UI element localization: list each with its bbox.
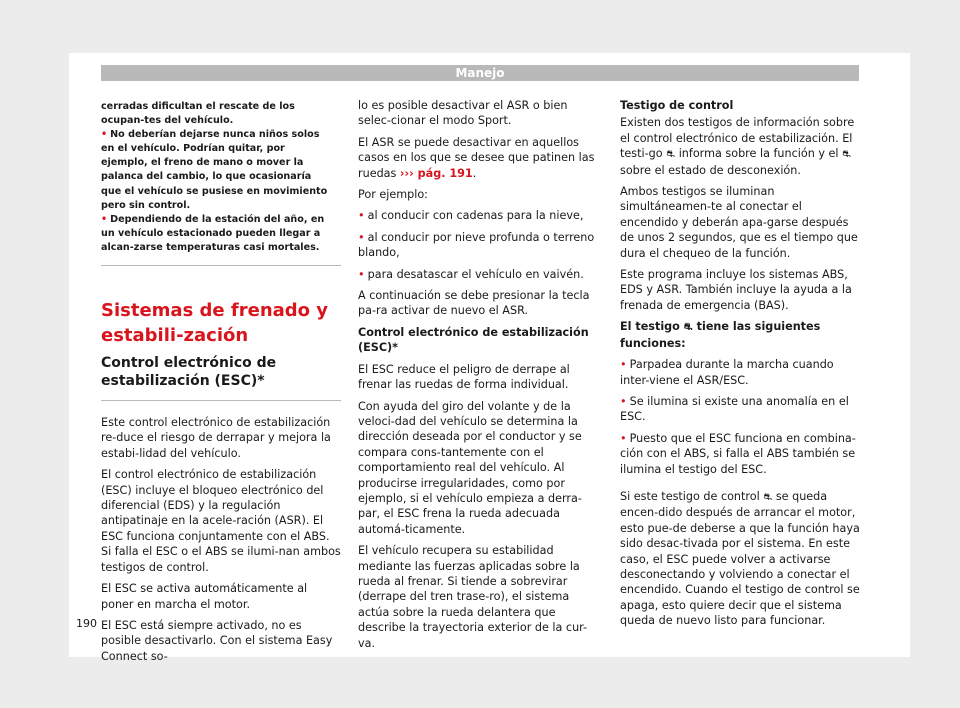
esc-warning-light-icon: ⛐ [763,491,773,503]
bullet-icon: • [620,394,627,408]
column-left [101,98,341,670]
column-right [620,98,860,635]
bullet-icon: • [101,213,108,225]
bullet-icon: • [620,431,627,445]
warning-box [101,98,341,266]
bullet-icon: • [358,209,365,223]
paragraph: A continuación se debe presionar la tecla pa-ra activar de nuevo el ASR. [358,289,590,318]
subsection-title: Control electrónico de estabilización (ESC)* [101,354,341,401]
list-item: • para desatascar el vehículo en vaivén. [358,267,584,281]
list-item: • al conducir por nieve profunda o terreno blando, [358,230,595,260]
paragraph: Ambos testigos se iluminan simultáneamen-te al conectar el encendido y deberán apa-garse después de unos 2 segundos, que es el tiempo que dura el chequeo de la función. [620,185,858,260]
warning-intro: cerradas dificultan el rescate de los ocupan-tes del vehículo. [101,101,295,127]
esc-warning-light-icon: ⛐ [666,149,675,161]
paragraph: El vehículo recupera su estabilidad mediante las fuerzas aplicadas sobre la rueda al frenar. Si tiende a sobrevirar (derrape del tren trase-ro), el sistema actúa sobre la rueda delantera que describe la trayectoria exterior de la cur-va. [358,544,588,650]
bullet-icon: • [620,358,627,372]
paragraph: Existen dos testigos de información sobre el control electrónico de estabilización. El testi-go ⛐ informa sobre la función y el ⛐ sobre el estado de desconexión. [620,116,855,177]
page-reference-link[interactable]: ››› pág. 191 [399,166,473,180]
list-item: • al conducir con cadenas para la nieve, [358,209,584,223]
list-item: • Parpadea durante la marcha cuando inter-viene el ASR/ESC. [620,358,834,387]
paragraph: lo es posible desactivar el ASR o bien selec-cionar el modo Sport. [358,99,568,128]
paragraph: El ESC está siempre activado, no es posible desactivarlo. Con el sistema Easy Connect so- [101,618,333,663]
paragraph: El ESC reduce el peligro de derrape al frenar las ruedas de forma individual. [358,362,570,392]
warning-item: • No deberían dejarse nunca niños solos en el vehículo. Podrían quitar, por ejemplo, el freno de mano o mover la palanca del cambio, lo que ocasionaría que el vehículo se pusiese en movimiento pero sin control. [101,129,328,211]
list-item: • Puesto que el ESC funciona en combina-ción con el ABS, si falla el ABS también se ilumina el testigo del ESC. [620,431,856,476]
paragraph: El control electrónico de estabilización (ESC) incluye el bloqueo electrónico del diferencial (EDS) y la regulación antipatinaje en la acele-ración (ASR). El ESC funciona conjuntamente con el ABS. Si falla el ESC o el ABS se ilumi-nan ambos testigos de control. [101,468,341,574]
paragraph: Este programa incluye los sistemas ABS, EDS y ASR. También incluye la ayuda a la frenada de emergencia (BAS). [620,268,852,312]
page-number: 190 [76,617,97,630]
bullet-icon: • [101,129,108,141]
paragraph: El ASR se puede desactivar en aquellos casos en los que se desee que patinen las ruedas ››› pág. 191. [358,135,595,180]
page-header: Manejo [101,65,859,81]
bullet-icon: • [358,267,365,281]
esc-warning-light-icon: ⛐ [683,322,693,334]
section-title: Sistemas de frenado y estabili-zación [101,300,329,347]
paragraph: Con ayuda del giro del volante y de la veloci-dad del vehículo se determina la dirección deseada por el conductor y se compara cons-tantemente con el comportamiento real del vehículo. Al producirse irregularidades, como por ejemplo, si el vehículo empieza a derra-par, el ESC frena la rueda adecuada automá-ticamente. [358,399,582,536]
column-middle [358,98,602,657]
warning-item: • Dependiendo de la estación del año, en un vehículo estacionado pueden llegar a alcan-zarse temperaturas casi mortales. [101,213,325,253]
paragraph: El ESC se activa automáticamente al poner en marcha el motor. [101,582,308,611]
paragraph: Si este testigo de control ⛐ se queda encen-dido después de arrancar el motor, esto pue-de deberse a que la función haya sido desac-tivada por el sistema. En este caso, el ESC puede volver a activarse desconectando y volviendo a conectar el encendido. Cuando el testigo de control se apaga, esto quiere decir que el sistema queda de nuevo listo para funcionar. [620,489,860,628]
sub-heading: Testigo de control [620,99,734,112]
sub-heading: El testigo ⛐ tiene las siguientes funciones: [620,320,821,350]
list-item: • Se ilumina si existe una anomalía en el ESC. [620,394,849,424]
sub-heading: Control electrónico de estabilización (ESC)* [358,325,589,355]
esc-off-warning-light-icon: ⛐ [842,149,851,161]
paragraph: Este control electrónico de estabilización re-duce el riesgo de derrapar y mejora la estabi-lidad del vehículo. [101,416,331,460]
bullet-icon: • [358,230,365,244]
example-label: Por ejemplo: [358,188,428,202]
